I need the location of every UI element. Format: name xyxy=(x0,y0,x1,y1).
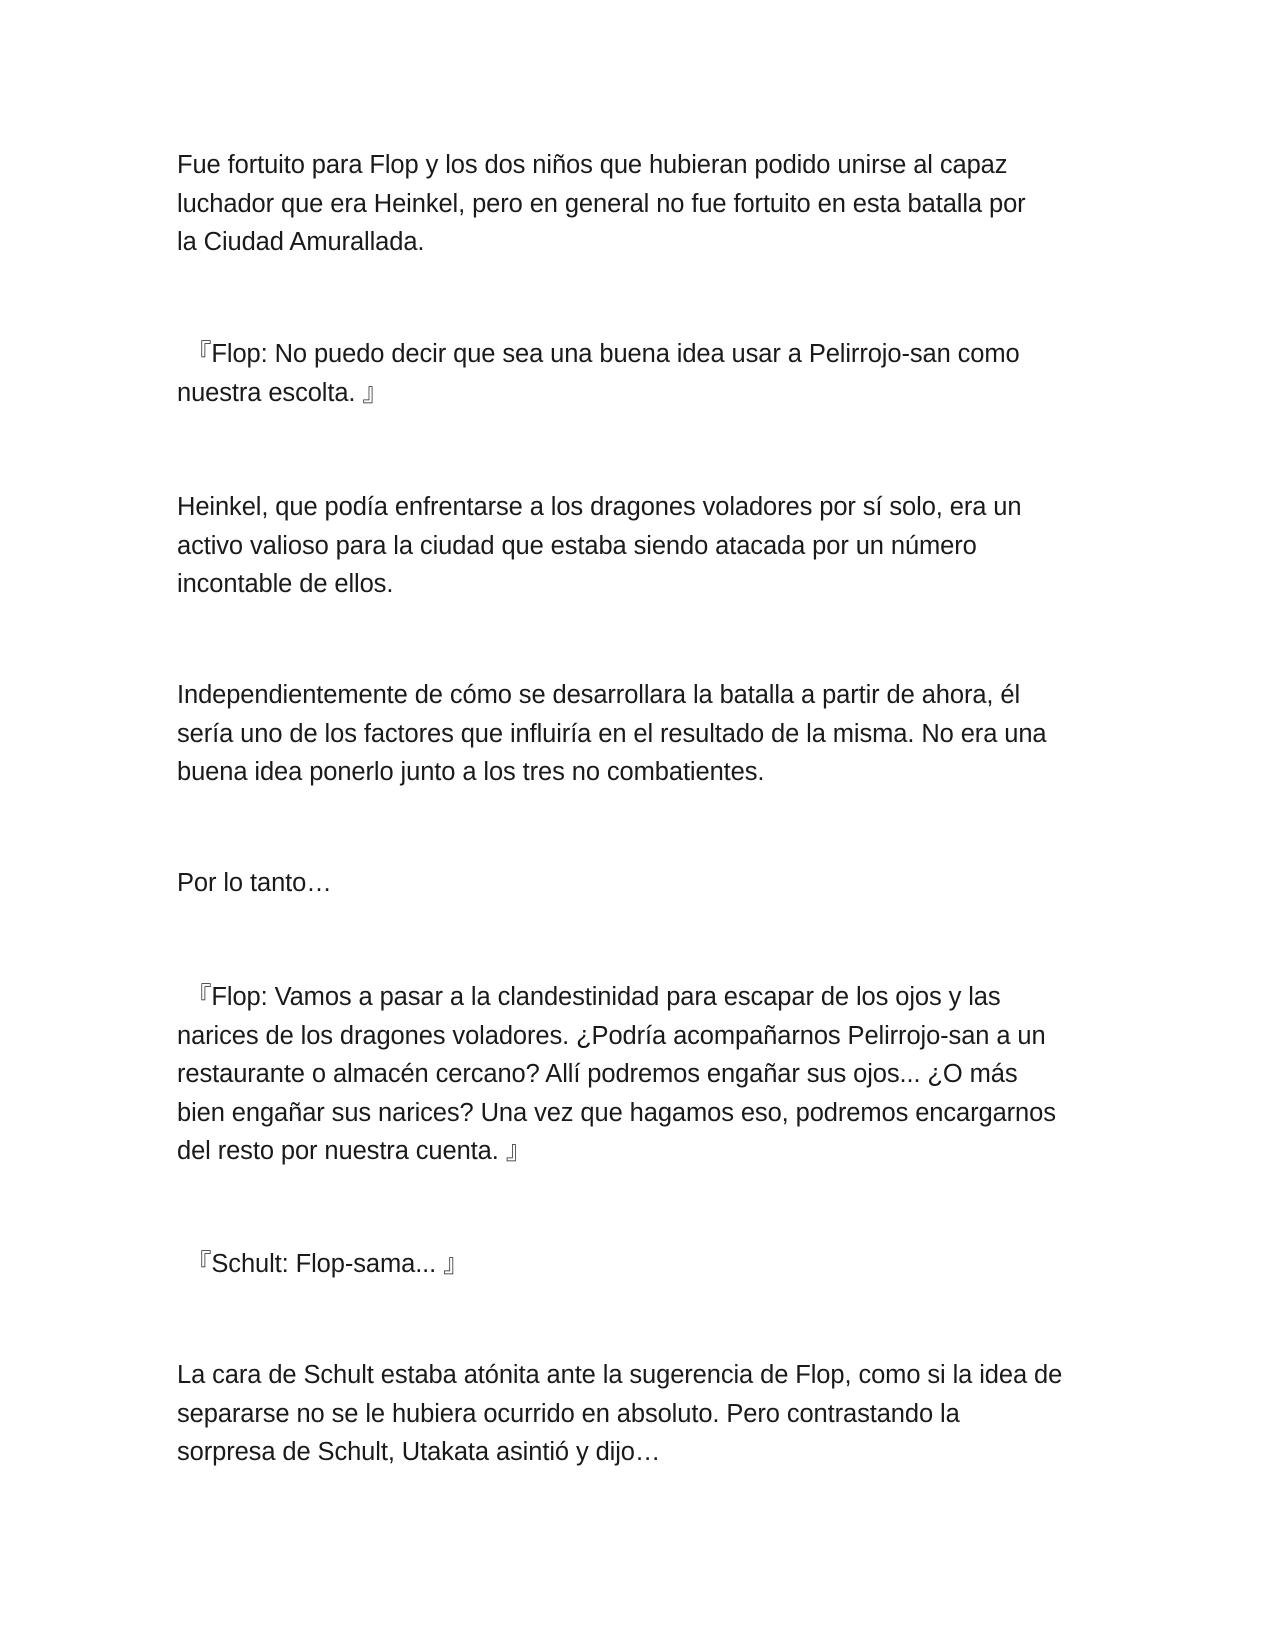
text-line: activo valioso para la ciudad que estaba siendo atacada por un número xyxy=(177,531,977,560)
text-line: Fue fortuito para Flop y los dos niños que hubieran podido unirse al capaz xyxy=(177,151,1008,179)
narration-paragraph xyxy=(177,488,1117,604)
text-line: la Ciudad Amurallada. xyxy=(177,228,425,256)
text-line: del resto por nuestra cuenta. 』 xyxy=(177,1137,532,1165)
text-line: separarse no se le hubiera ocurrido en absoluto. Pero contrastando la xyxy=(177,1399,960,1428)
narration-paragraph xyxy=(177,1356,1117,1472)
text-line: La cara de Schult estaba atónita ante la sugerencia de Flop, como si la idea de xyxy=(177,1361,1063,1389)
text-line: 『Flop: Vamos a pasar a la clandestinidad para escapar de los ojos y las xyxy=(186,983,1001,1011)
dialogue-paragraph xyxy=(177,335,1126,412)
narration-paragraph xyxy=(177,676,1117,792)
dialogue-paragraph xyxy=(177,978,1126,1171)
text-line: Independientemente de cómo se desarrollara la batalla a partir de ahora, él xyxy=(177,681,1021,709)
text-line: narices de los dragones voladores. ¿Podría acompañarnos Pelirrojo-san a un xyxy=(177,1021,1046,1050)
text-line: Heinkel, que podía enfrentarse a los dragones voladores por sí solo, era un xyxy=(177,493,1022,521)
text-line: sorpresa de Schult, Utakata asintió y dijo… xyxy=(177,1438,661,1466)
text-line: buena idea ponerlo junto a los tres no combatientes. xyxy=(177,758,765,786)
text-line: restaurante o almacén cercano? Allí podremos engañar sus ojos... ¿O más xyxy=(177,1060,1018,1088)
text-line: bien engañar sus narices? Una vez que hagamos eso, podremos encargarnos xyxy=(177,1098,1056,1127)
text-line: 『Flop: No puedo decir que sea una buena idea usar a Pelirrojo-san como xyxy=(186,340,1020,368)
text-line: Por lo tanto… xyxy=(177,869,332,897)
dialogue-paragraph xyxy=(186,1245,1126,1284)
narration-paragraph xyxy=(177,864,1117,903)
text-line: incontable de ellos. xyxy=(177,570,394,598)
text-line: 『Schult: Flop-sama... 』 xyxy=(186,1250,469,1278)
text-line: sería uno de los factores que influiría en el resultado de la misma. No era una xyxy=(177,719,1047,748)
narration-paragraph xyxy=(177,146,1117,262)
text-line: nuestra escolta. 』 xyxy=(177,378,388,407)
text-line: luchador que era Heinkel, pero en general no fue fortuito en esta batalla por xyxy=(177,189,1026,218)
